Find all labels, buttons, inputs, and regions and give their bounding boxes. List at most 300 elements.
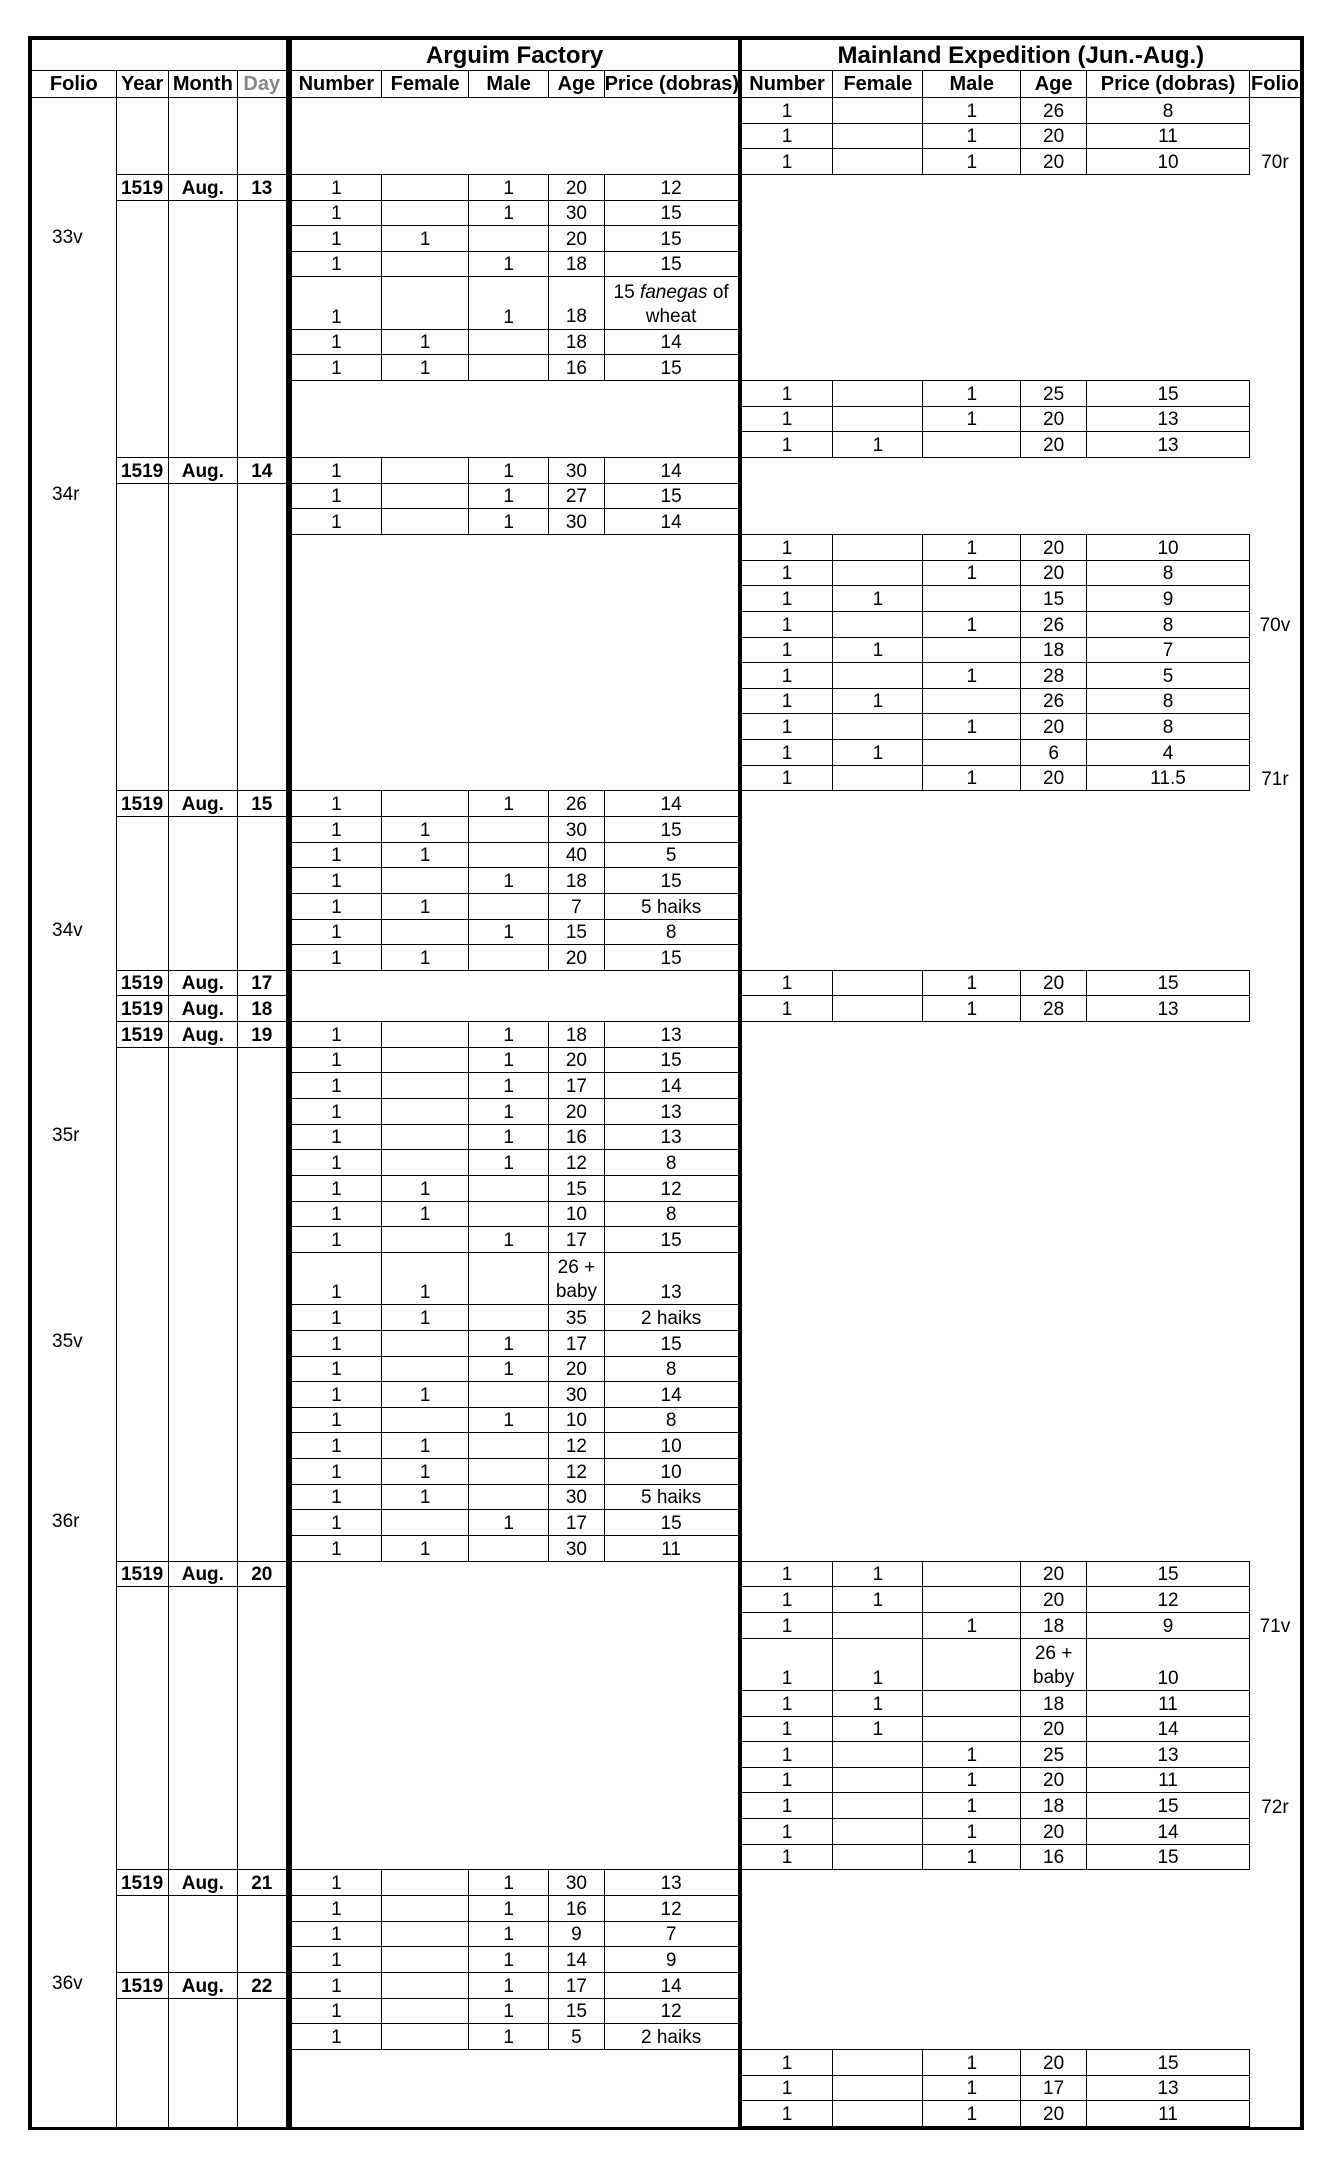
folio-cell-empty [32, 1407, 117, 1433]
folio-cell-empty [32, 1998, 117, 2024]
mainland-empty-cell [740, 868, 1301, 894]
arguim-number-cell: 1 [289, 483, 382, 509]
mainland-female-cell [833, 996, 923, 1022]
table-row [32, 432, 1301, 458]
mainland-male-cell: 1 [923, 996, 1021, 1022]
folio-cell-empty [32, 509, 117, 535]
day-cell-empty [238, 868, 289, 894]
mainland-folio-cell-empty [1249, 663, 1300, 689]
arguim-female-cell: 1 [382, 1305, 469, 1331]
arguim-empty-cell [289, 1612, 740, 1638]
month-cell-empty [168, 817, 237, 843]
mainland-folio-cell: 71r [1249, 765, 1300, 791]
arguim-price-cell: 15 [604, 1227, 740, 1253]
arguim-age-cell: 30 [549, 458, 604, 484]
mainland-empty-cell [740, 1124, 1301, 1150]
arguim-male-cell: 1 [469, 1330, 549, 1356]
mainland-male-cell: 1 [923, 149, 1021, 175]
year-cell-empty [116, 1587, 168, 1613]
mainland-male-cell: 1 [923, 714, 1021, 740]
arguim-female-cell [382, 1330, 469, 1356]
year-cell-empty [116, 2024, 168, 2050]
month-cell-empty [168, 919, 237, 945]
arguim-age-cell: 18 [549, 868, 604, 894]
arguim-male-cell [469, 945, 549, 971]
day-cell-empty [238, 1047, 289, 1073]
arguim-empty-cell [289, 740, 740, 766]
table-row [32, 1793, 1301, 1819]
mainland-female-cell [833, 663, 923, 689]
mainland-age-cell: 17 [1021, 2075, 1087, 2101]
table-row [32, 663, 1301, 689]
arguim-age-cell: 30 [549, 1382, 604, 1408]
col-header-folio: Folio [32, 71, 117, 98]
mainland-folio-cell-empty [1249, 2049, 1300, 2075]
mainland-female-cell: 1 [833, 637, 923, 663]
mainland-empty-cell [740, 842, 1301, 868]
mainland-female-cell [833, 1793, 923, 1819]
table-row [32, 1459, 1301, 1485]
year-cell-empty [116, 817, 168, 843]
mainland-folio-cell-empty [1249, 381, 1300, 407]
mainland-male-cell: 1 [923, 98, 1021, 124]
folio-cell-empty [32, 1150, 117, 1176]
arguim-number-cell: 1 [289, 919, 382, 945]
year-cell-empty [116, 1742, 168, 1768]
year-cell-empty [116, 663, 168, 689]
mainland-number-cell: 1 [740, 2101, 833, 2127]
month-cell: Aug. [168, 1870, 237, 1896]
folio-cell-empty [32, 2049, 117, 2075]
arguim-female-cell [382, 1356, 469, 1382]
arguim-age-cell: 17 [549, 1227, 604, 1253]
month-cell: Aug. [168, 174, 237, 200]
mainland-male-cell: 1 [923, 560, 1021, 586]
year-cell-empty [116, 1896, 168, 1922]
table-row [32, 1561, 1301, 1587]
section-mainland-expedition: Mainland Expedition (Jun.-Aug.) [740, 40, 1301, 71]
day-cell-empty [238, 1767, 289, 1793]
slave-sales-ledger-table [31, 39, 1301, 2127]
mainland-number-cell: 1 [740, 1716, 833, 1742]
mainland-male-cell [923, 1561, 1021, 1587]
arguim-age-cell: 30 [549, 1870, 604, 1896]
arguim-age-cell: 18 [549, 329, 604, 355]
day-cell-empty [238, 2075, 289, 2101]
arguim-female-cell [382, 1947, 469, 1973]
table-row [32, 1767, 1301, 1793]
day-cell-empty [238, 1252, 289, 1304]
year-cell-empty [116, 1510, 168, 1536]
arguim-empty-cell [289, 534, 740, 560]
folio-cell-empty [32, 1099, 117, 1125]
arguim-price-cell: 5 haiks [604, 1484, 740, 1510]
mainland-number-cell: 1 [740, 123, 833, 149]
mainland-female-cell: 1 [833, 432, 923, 458]
year-cell-empty [116, 919, 168, 945]
arguim-male-cell: 1 [469, 1407, 549, 1433]
col-header-female: Female [382, 71, 469, 98]
day-cell-empty [238, 534, 289, 560]
arguim-female-cell [382, 1896, 469, 1922]
year-cell-empty [116, 688, 168, 714]
year-cell-empty [116, 1124, 168, 1150]
mainland-number-cell: 1 [740, 1638, 833, 1690]
month-cell-empty [168, 1252, 237, 1304]
arguim-female-cell: 1 [382, 1459, 469, 1485]
table-row [32, 123, 1301, 149]
mainland-folio-cell-empty [1249, 586, 1300, 612]
mainland-male-cell [923, 1690, 1021, 1716]
mainland-number-cell: 1 [740, 714, 833, 740]
arguim-number-cell: 1 [289, 1382, 382, 1408]
arguim-female-cell [382, 509, 469, 535]
mainland-empty-cell [740, 1022, 1301, 1048]
mainland-female-cell: 1 [833, 740, 923, 766]
day-cell-empty [238, 329, 289, 355]
year-cell-empty [116, 98, 168, 124]
month-cell-empty [168, 1793, 237, 1819]
mainland-empty-cell [740, 1921, 1301, 1947]
arguim-age-cell: 17 [549, 1073, 604, 1099]
mainland-empty-cell [740, 251, 1301, 277]
table-row [32, 842, 1301, 868]
arguim-number-cell: 1 [289, 2024, 382, 2050]
year-cell-empty [116, 1690, 168, 1716]
year-cell-empty [116, 560, 168, 586]
mainland-age-cell: 20 [1021, 2049, 1087, 2075]
arguim-price-cell: 13 [604, 1099, 740, 1125]
arguim-price-cell: 15 [604, 226, 740, 252]
year-cell: 1519 [116, 1022, 168, 1048]
arguim-female-cell [382, 1022, 469, 1048]
arguim-price-cell: 15 [604, 945, 740, 971]
mainland-empty-cell [740, 1150, 1301, 1176]
day-cell-empty [238, 688, 289, 714]
year-cell-empty [116, 1844, 168, 1870]
day-cell-empty [238, 586, 289, 612]
mainland-male-cell [923, 1638, 1021, 1690]
arguim-female-cell: 1 [382, 945, 469, 971]
mainland-folio-cell-empty [1249, 2101, 1300, 2127]
mainland-female-cell [833, 381, 923, 407]
arguim-female-cell: 1 [382, 1252, 469, 1304]
year-cell-empty [116, 1330, 168, 1356]
mainland-folio-cell-empty [1249, 406, 1300, 432]
mainland-price-cell: 11.5 [1087, 765, 1250, 791]
month-cell-empty [168, 1998, 237, 2024]
mainland-male-cell [923, 688, 1021, 714]
year-cell-empty [116, 714, 168, 740]
arguim-number-cell: 1 [289, 1972, 382, 1998]
arguim-female-cell: 1 [382, 1175, 469, 1201]
year-cell-empty [116, 765, 168, 791]
day-cell-empty [238, 560, 289, 586]
column-header-row [32, 71, 1301, 98]
month-cell-empty [168, 2075, 237, 2101]
arguim-female-cell: 1 [382, 355, 469, 381]
arguim-age-cell: 30 [549, 817, 604, 843]
table-row [32, 483, 1301, 509]
arguim-age-cell: 20 [549, 226, 604, 252]
mainland-number-cell: 1 [740, 637, 833, 663]
mainland-price-cell: 10 [1087, 1638, 1250, 1690]
arguim-price-cell: 13 [604, 1124, 740, 1150]
month-cell-empty [168, 1099, 237, 1125]
mainland-female-cell [833, 765, 923, 791]
table-row [32, 1638, 1301, 1690]
mainland-male-cell: 1 [923, 970, 1021, 996]
arguim-age-cell: 18 [549, 251, 604, 277]
mainland-empty-cell [740, 1382, 1301, 1408]
folio-cell-empty [32, 381, 117, 407]
arguim-age-cell: 20 [549, 1356, 604, 1382]
year-cell-empty [116, 586, 168, 612]
folio-cell-empty [32, 251, 117, 277]
month-cell: Aug. [168, 1972, 237, 1998]
arguim-female-cell: 1 [382, 893, 469, 919]
arguim-age-cell: 16 [549, 1896, 604, 1922]
section-header-row [32, 40, 1301, 71]
table-row [32, 1510, 1301, 1536]
arguim-empty-cell [289, 586, 740, 612]
table-row [32, 1896, 1301, 1922]
day-cell-empty [238, 1356, 289, 1382]
folio-cell-empty [32, 1073, 117, 1099]
arguim-empty-cell [289, 1587, 740, 1613]
folio-cell-empty [32, 1921, 117, 1947]
mainland-female-cell: 1 [833, 1587, 923, 1613]
folio-cell-empty [32, 123, 117, 149]
table-row [32, 355, 1301, 381]
year-cell-empty [116, 1536, 168, 1562]
month-cell-empty [168, 868, 237, 894]
month-cell-empty [168, 1484, 237, 1510]
year-cell-empty [116, 509, 168, 535]
mainland-folio-cell-empty [1249, 123, 1300, 149]
arguim-age-cell: 16 [549, 1124, 604, 1150]
arguim-female-cell [382, 1870, 469, 1896]
folio-cell-empty [32, 945, 117, 971]
arguim-number-cell: 1 [289, 1252, 382, 1304]
year-cell: 1519 [116, 791, 168, 817]
month-cell-empty [168, 740, 237, 766]
mainland-price-cell: 11 [1087, 2101, 1250, 2127]
arguim-age-cell: 17 [549, 1972, 604, 1998]
mainland-empty-cell [740, 1073, 1301, 1099]
year-cell: 1519 [116, 996, 168, 1022]
arguim-female-cell [382, 1227, 469, 1253]
mainland-age-cell: 20 [1021, 1587, 1087, 1613]
arguim-age-cell: 17 [549, 1330, 604, 1356]
arguim-male-cell: 1 [469, 1150, 549, 1176]
mainland-age-cell: 16 [1021, 1844, 1087, 1870]
month-cell-empty [168, 1459, 237, 1485]
folio-cell-empty [32, 1742, 117, 1768]
day-cell-empty [238, 251, 289, 277]
day-cell-empty [238, 637, 289, 663]
mainland-folio-cell-empty [1249, 1819, 1300, 1845]
month-cell-empty [168, 381, 237, 407]
day-cell-empty [238, 226, 289, 252]
folio-cell-empty [32, 2101, 117, 2127]
year-cell-empty [116, 277, 168, 329]
arguim-age-cell: 30 [549, 200, 604, 226]
arguim-empty-cell [289, 1716, 740, 1742]
year-cell-empty [116, 1382, 168, 1408]
arguim-price-cell: 10 [604, 1433, 740, 1459]
mainland-number-cell: 1 [740, 663, 833, 689]
section-spacer [32, 40, 289, 71]
arguim-empty-cell [289, 2101, 740, 2127]
folio-cell-empty [32, 740, 117, 766]
table-row [32, 1947, 1301, 1973]
year-cell-empty [116, 1947, 168, 1973]
mainland-number-cell: 1 [740, 381, 833, 407]
folio-cell-empty [32, 458, 117, 484]
arguim-age-cell: 30 [549, 1484, 604, 1510]
arguim-price-cell: 15 [604, 817, 740, 843]
mainland-male-cell: 1 [923, 1612, 1021, 1638]
mainland-empty-cell [740, 1433, 1301, 1459]
mainland-number-cell: 1 [740, 1587, 833, 1613]
mainland-price-cell: 15 [1087, 2049, 1250, 2075]
arguim-age-cell: 35 [549, 1305, 604, 1331]
arguim-male-cell: 1 [469, 1870, 549, 1896]
arguim-age-cell: 20 [549, 1047, 604, 1073]
mainland-male-cell: 1 [923, 663, 1021, 689]
mainland-female-cell [833, 2101, 923, 2127]
table-row [32, 1047, 1301, 1073]
month-cell-empty [168, 663, 237, 689]
mainland-folio-cell-empty [1249, 1767, 1300, 1793]
table-row [32, 1407, 1301, 1433]
mainland-female-cell [833, 123, 923, 149]
day-cell-empty [238, 2049, 289, 2075]
folio-cell-empty [32, 663, 117, 689]
day-cell-empty [238, 1510, 289, 1536]
arguim-number-cell: 1 [289, 1073, 382, 1099]
mainland-folio-cell-empty [1249, 1716, 1300, 1742]
table-row [32, 251, 1301, 277]
arguim-male-cell: 1 [469, 1227, 549, 1253]
mainland-female-cell: 1 [833, 1690, 923, 1716]
table-row [32, 1998, 1301, 2024]
mainland-female-cell: 1 [833, 586, 923, 612]
col-header-month: Month [168, 71, 237, 98]
year-cell-empty [116, 842, 168, 868]
mainland-folio-cell-empty [1249, 637, 1300, 663]
table-row [32, 98, 1301, 124]
arguim-female-cell [382, 1998, 469, 2024]
mainland-male-cell: 1 [923, 1844, 1021, 1870]
month-cell-empty [168, 1407, 237, 1433]
mainland-price-cell: 13 [1087, 1742, 1250, 1768]
mainland-price-cell: 13 [1087, 2075, 1250, 2101]
arguim-male-cell [469, 226, 549, 252]
day-cell-empty [238, 1099, 289, 1125]
month-cell-empty [168, 1433, 237, 1459]
arguim-number-cell: 1 [289, 1947, 382, 1973]
arguim-price-cell: 13 [604, 1252, 740, 1304]
mainland-empty-cell [740, 1536, 1301, 1562]
year-cell-empty [116, 149, 168, 175]
mainland-female-cell [833, 149, 923, 175]
arguim-female-cell [382, 1099, 469, 1125]
day-cell: 19 [238, 1022, 289, 1048]
arguim-number-cell: 1 [289, 791, 382, 817]
day-cell-empty [238, 1175, 289, 1201]
mainland-number-cell: 1 [740, 1819, 833, 1845]
mainland-folio-cell-empty [1249, 996, 1300, 1022]
day-cell: 14 [238, 458, 289, 484]
folio-cell-empty [32, 406, 117, 432]
mainland-empty-cell [740, 1330, 1301, 1356]
folio-cell-empty [32, 586, 117, 612]
mainland-empty-cell [740, 1510, 1301, 1536]
year-cell: 1519 [116, 1870, 168, 1896]
folio-cell-empty [32, 149, 117, 175]
year-cell-empty [116, 1252, 168, 1304]
col-header-price: Price (dobras) [604, 71, 740, 98]
table-row [32, 149, 1301, 175]
arguim-female-cell: 1 [382, 1484, 469, 1510]
day-cell-empty [238, 1407, 289, 1433]
arguim-number-cell: 1 [289, 277, 382, 329]
month-cell-empty [168, 842, 237, 868]
mainland-folio-cell-empty [1249, 432, 1300, 458]
mainland-female-cell [833, 534, 923, 560]
mainland-age-cell: 20 [1021, 765, 1087, 791]
arguim-empty-cell [289, 1561, 740, 1587]
folio-cell-empty [32, 277, 117, 329]
year-cell-empty [116, 945, 168, 971]
month-cell-empty [168, 200, 237, 226]
mainland-empty-cell [740, 1099, 1301, 1125]
folio-cell-empty [32, 1793, 117, 1819]
arguim-age-cell: 5 [549, 2024, 604, 2050]
mainland-age-cell: 26 [1021, 611, 1087, 637]
col-header-year: Year [116, 71, 168, 98]
year-cell-empty [116, 200, 168, 226]
year-cell-empty [116, 611, 168, 637]
mainland-number-cell: 1 [740, 2075, 833, 2101]
arguim-price-cell: 12 [604, 1998, 740, 2024]
arguim-age-cell: 40 [549, 842, 604, 868]
folio-cell-empty [32, 637, 117, 663]
arguim-empty-cell [289, 1638, 740, 1690]
arguim-male-cell: 1 [469, 2024, 549, 2050]
mainland-age-cell: 28 [1021, 996, 1087, 1022]
month-cell-empty [168, 406, 237, 432]
folio-cell-empty [32, 1484, 117, 1510]
arguim-female-cell: 1 [382, 1201, 469, 1227]
year-cell-empty [116, 329, 168, 355]
mainland-age-cell: 26 [1021, 98, 1087, 124]
arguim-empty-cell [289, 1793, 740, 1819]
arguim-female-cell [382, 1124, 469, 1150]
folio-cell-empty [32, 1587, 117, 1613]
mainland-female-cell [833, 1844, 923, 1870]
table-row [32, 509, 1301, 535]
mainland-number-cell: 1 [740, 765, 833, 791]
month-cell-empty [168, 688, 237, 714]
mainland-empty-cell [740, 1459, 1301, 1485]
folio-cell-empty [32, 1356, 117, 1382]
arguim-number-cell: 1 [289, 509, 382, 535]
day-cell-empty [238, 1433, 289, 1459]
mainland-age-cell: 20 [1021, 1716, 1087, 1742]
